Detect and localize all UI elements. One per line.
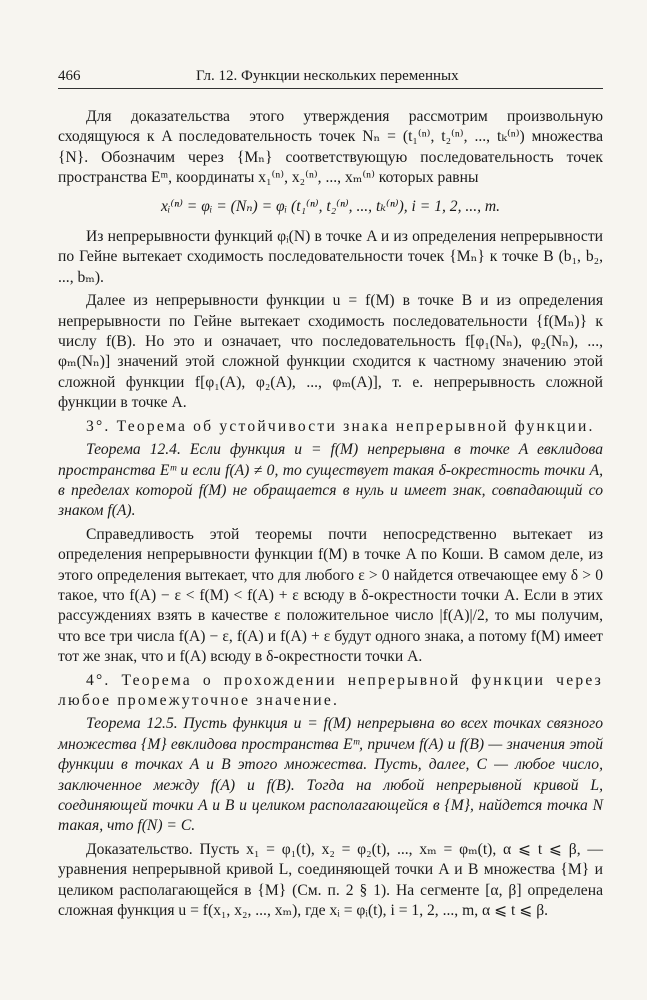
page-number: 466 — [58, 68, 81, 84]
running-title: Гл. 12. Функции нескольких переменных — [196, 68, 459, 84]
theorem-12-4: Теорема 12.4. Если функция u = f(M) непрерывна в точке A евклидова пространства Eᵐ и если f(A) ≠ 0, то существует такая δ-окрестность точки A, в пределах которой f(M) не обращается в нуль и имеет знак, совпадающий со знаком f(A). — [58, 441, 603, 520]
paragraph-justification: Справедливость этой теоремы почти непосредственно вытекает из определения непрерывности функции f(M) в точке A по Коши. В самом деле, из этого определения вытекает, что для любого ε > 0 найдется отвечающее ему δ > 0 такое, что f(A) − ε < f(M) < f(A) + ε всюду в δ-окрестности точки A. Если в этих рассуждениях взять в качестве ε положительное число |f(A)|/2, то мы получим, что все три числа f(A) − ε, f(A) и f(A) + ε будут одного знака, а потому f(M) имеет тот же знак, что и f(A) всюду в δ-окрестности точки A. — [58, 525, 603, 666]
section-heading-4: 4°. Теорема о прохождении непрерывной функции через любое промежуточное значение. — [58, 671, 603, 709]
paragraph-composite-continuity: Далее из непрерывности функции u = f(M) в точке B и из определения непрерывности по Гейне вытекает сходимость последовательности {f(Mₙ)} к числу f(B). Но это и означает, что последовательность f[φ₁(Nₙ), φ₂(Nₙ), ..., φₘ(Nₙ)] значений этой сложной функции сходится к частному значению этой сложной функции f[φ₁(A), φ₂(A), ..., φₘ(A)], т. е. непрерывность сложной функции в точке A. — [58, 292, 603, 412]
theorem-12-5: Теорема 12.5. Пусть функция u = f(M) непрерывна во всех точках связного множества {M} евклидова пространства Eᵐ, причем f(A) и f(B) — значения этой функции в точках A и B этого множества. Пусть, далее, C — любое число, заключенное между f(A) и f(B). Тогда на любой непрерывной кривой L, соединяющей точки A и B и целиком располагающейся в {M}, найдется точка N такая, что f(N) = C. — [58, 715, 603, 835]
proof-paragraph: Доказательство. Пусть x₁ = φ₁(t), x₂ = φ₂(t), ..., xₘ = φₘ(t), α ⩽ t ⩽ β, — уравнения непрерывной кривой L, соединяющей точки A и B множества {M} и целиком располагающейся в {M} (См. п. 2 § 1). На сегменте [α, β] определена сложная функция u = f(x₁, x₂, ..., xₘ), где xᵢ = φᵢ(t), i = 1, 2, ..., m, α ⩽ t ⩽ β. — [58, 840, 603, 920]
section-heading-3: 3°. Теорема об устойчивости знака непрерывной функции. — [86, 417, 595, 435]
paragraph-heine-convergence: Из непрерывности функций φᵢ(N) в точке A и из определения непрерывности по Гейне вытекает сходимость последовательности точек {Mₙ} к точке B (b₁, b₂, ..., bₘ). — [58, 228, 603, 286]
paragraph-proof-intro: Для доказательства этого утверждения рассмотрим произвольную сходящуюся к A последовательность точек Nₙ = (t₁⁽ⁿ⁾, t₂⁽ⁿ⁾, ..., tₖ⁽ⁿ⁾) множества {N}. Обозначим через {Mₙ} соответствующую последовательность точек пространства Eᵐ, координаты x₁⁽ⁿ⁾, x₂⁽ⁿ⁾, ..., xₘ⁽ⁿ⁾ которых равны — [58, 108, 603, 187]
formula-coordinates: xᵢ⁽ⁿ⁾ = φᵢ = (Nₙ) = φᵢ (t₁⁽ⁿ⁾, t₂⁽ⁿ⁾, ..., tₖ⁽ⁿ⁾), i = 1, 2, ..., m. — [160, 197, 501, 215]
running-header — [58, 68, 603, 89]
